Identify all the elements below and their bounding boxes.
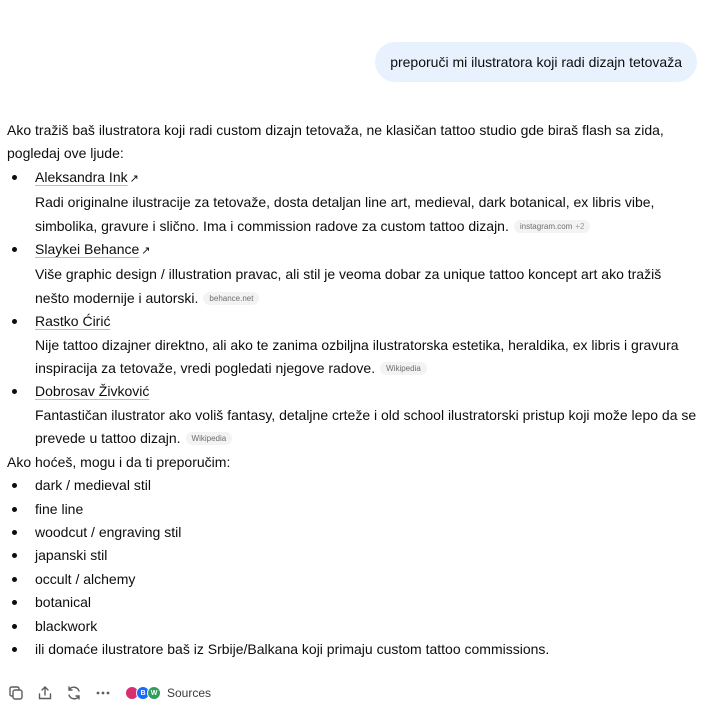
response-toolbar bbox=[7, 684, 211, 702]
style-item: japanski stil bbox=[7, 544, 699, 567]
external-link-icon[interactable]: ↗ bbox=[129, 172, 139, 185]
artist-item bbox=[7, 310, 699, 380]
behance-icon: B bbox=[136, 686, 150, 700]
copy-icon[interactable] bbox=[7, 684, 25, 702]
regenerate-icon[interactable] bbox=[65, 684, 83, 702]
response-intro: Ako tražiš baš ilustratora koji radi custom dizajn tetovaža, ne klasičan tattoo studio gde biraš flash sa zida, pogledaj ove ljude: bbox=[7, 122, 664, 162]
artist-item bbox=[7, 380, 699, 450]
style-list bbox=[7, 474, 699, 661]
artist-item bbox=[7, 166, 699, 238]
source-chip[interactable]: Wikipedia bbox=[380, 362, 427, 375]
source-chip[interactable]: Wikipedia bbox=[186, 432, 233, 445]
sources-label: Sources bbox=[167, 686, 212, 700]
sources-button[interactable] bbox=[125, 686, 211, 700]
artist-link[interactable]: Rastko Ćirić bbox=[35, 313, 111, 330]
style-item: dark / medieval stil bbox=[7, 474, 699, 497]
style-item: ili domaće ilustratore baš iz Srbije/Balkana koji primaju custom tattoo commissions. bbox=[7, 638, 699, 661]
artist-link[interactable]: Slaykei Behance bbox=[35, 241, 140, 258]
artist-description: Fantastičan ilustrator ako voliš fantasy, detaljne crteže i old school ilustratorski pristup koji može lepo da se prevede u tattoo dizajn. bbox=[35, 406, 697, 447]
style-item: blackwork bbox=[7, 615, 699, 638]
source-chip[interactable]: behance.net bbox=[203, 292, 259, 305]
more-icon[interactable] bbox=[94, 684, 112, 702]
external-link-icon[interactable]: ↗ bbox=[141, 245, 151, 258]
source-icons bbox=[125, 686, 161, 700]
artist-list bbox=[7, 166, 699, 451]
followup-intro: Ako hoćeš, mogu i da ti preporučim: bbox=[7, 453, 231, 470]
user-message-text: preporuči mi ilustratora koji radi dizajn tetovaža bbox=[390, 54, 682, 70]
source-chip[interactable]: instagram.com +2 bbox=[514, 220, 591, 233]
style-item: woodcut / engraving stil bbox=[7, 521, 699, 544]
style-item: botanical bbox=[7, 591, 699, 614]
artist-description: Radi originalne ilustracije za tetovaže, dosta detaljan line art, medieval, dark botanical, ex libris vibe, simbolika, gravure i slično. Ima i commission radove za custom tattoo dizajn. bbox=[35, 194, 655, 234]
artist-link[interactable]: Dobrosav Živković bbox=[35, 383, 150, 400]
artist-item bbox=[7, 238, 699, 310]
artist-description: Više graphic design / illustration pravac, ali stil je veoma dobar za unique tattoo koncept art ako tražiš nešto modernije i autorski. bbox=[35, 266, 662, 306]
artist-description: Nije tattoo dizajner direktno, ali ako te zanima ozbiljna ilustratorska estetika, heraldika, ex libris i gravura inspiracija za tetovaže, vredi pogledati njegove radove. bbox=[35, 336, 679, 377]
artist-link[interactable]: Aleksandra Ink bbox=[35, 168, 128, 185]
wikipedia-icon: W bbox=[147, 686, 161, 700]
style-item: occult / alchemy bbox=[7, 568, 699, 591]
style-item: fine line bbox=[7, 498, 699, 521]
share-icon[interactable] bbox=[36, 684, 54, 702]
assistant-response bbox=[7, 119, 699, 661]
user-message-bubble bbox=[375, 42, 697, 82]
